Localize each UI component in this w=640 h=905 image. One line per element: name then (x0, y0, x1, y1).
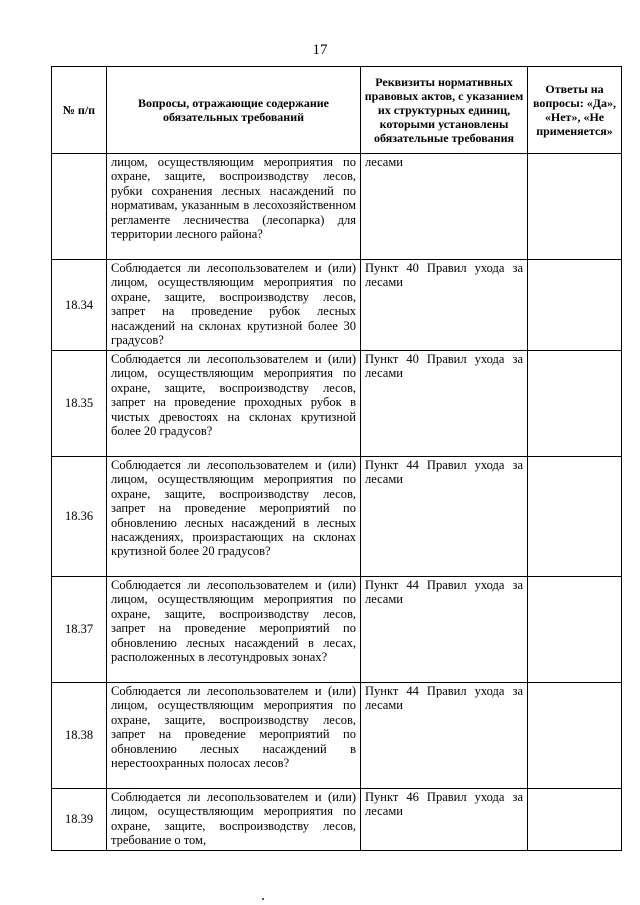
table-row (52, 351, 622, 457)
header-num: № п/п (52, 67, 107, 154)
page-number: 17 (312, 42, 328, 58)
row-reference: Пункт 40 Правил ухода за лесами (361, 260, 528, 351)
table-row (52, 789, 622, 851)
row-number: 18.34 (52, 260, 107, 351)
row-answer[interactable] (528, 351, 622, 457)
row-answer[interactable] (528, 457, 622, 577)
row-number: 18.35 (52, 351, 107, 457)
row-question: Соблюдается ли лесопользователем и (или) лицом, осуществляющим мероприятия по охране, защите, воспроизводству лесов, запрет на проведение рубок лесных насаждений на склонах крутизной более 30 градусов? (107, 260, 361, 351)
row-answer[interactable] (528, 683, 622, 789)
row-answer[interactable] (528, 577, 622, 683)
row-reference: Пункт 44 Правил ухода за лесами (361, 577, 528, 683)
row-question: Соблюдается ли лесопользователем и (или) лицом, осуществляющим мероприятия по охране, защите, воспроизводству лесов, запрет на проведение мероприятий по обновлению лесных насаждений в нерестоохранных полосах лесов? (107, 683, 361, 789)
row-question: лицом, осуществляющим мероприятия по охране, защите, воспроизводству лесов, рубки сохранения лесных насаждений по нормативам, указанным в лесохозяйственном регламенте лесничества (лесопарка) для территории лесного района? (107, 154, 361, 260)
row-number: 18.37 (52, 577, 107, 683)
row-number (52, 154, 107, 260)
row-number: 18.38 (52, 683, 107, 789)
requirements-table (51, 66, 622, 851)
row-answer[interactable] (528, 789, 622, 851)
table-header-row (52, 67, 622, 154)
row-number: 18.39 (52, 789, 107, 851)
row-question: Соблюдается ли лесопользователем и (или) лицом, осуществляющим мероприятия по охране, защите, воспроизводству лесов, запрет на проведение проходных рубок в чистых древостоях на склонах крутизной более 20 градусов? (107, 351, 361, 457)
table-row (52, 577, 622, 683)
row-question: Соблюдается ли лесопользователем и (или) лицом, осуществляющим мероприятия по охране, защите, воспроизводству лесов, требование о том, (107, 789, 361, 851)
row-reference: Пункт 44 Правил ухода за лесами (361, 683, 528, 789)
table-row (52, 683, 622, 789)
row-answer[interactable] (528, 260, 622, 351)
row-question: Соблюдается ли лесопользователем и (или) лицом, осуществляющим мероприятия по охране, защите, воспроизводству лесов, запрет на проведение мероприятий по обновлению лесных насаждений в лесах, расположенных в лесотундровых зонах? (107, 577, 361, 683)
header-ref: Реквизиты нормативных правовых актов, с указанием их структурных единиц, которыми установлены обязательные требования (361, 67, 528, 154)
row-number: 18.36 (52, 457, 107, 577)
header-answer: Ответы на вопросы: «Да», «Нет», «Не применяется» (528, 67, 622, 154)
row-reference: Пункт 40 Правил ухода за лесами (361, 351, 528, 457)
row-answer[interactable] (528, 154, 622, 260)
row-reference: Пункт 44 Правил ухода за лесами (361, 457, 528, 577)
row-reference: Пункт 46 Правил ухода за лесами (361, 789, 528, 851)
scan-speck (262, 898, 264, 900)
table-row (52, 260, 622, 351)
table-row (52, 457, 622, 577)
header-question: Вопросы, отражающие содержание обязательных требований (107, 67, 361, 154)
table-row (52, 154, 622, 260)
row-reference: лесами (361, 154, 528, 260)
row-question: Соблюдается ли лесопользователем и (или) лицом, осуществляющим мероприятия по охране, защите, воспроизводству лесов, запрет на проведение мероприятий по обновлению лесных насаждений в лесных насаждениях, произрастающих на склонах крутизной более 20 градусов? (107, 457, 361, 577)
